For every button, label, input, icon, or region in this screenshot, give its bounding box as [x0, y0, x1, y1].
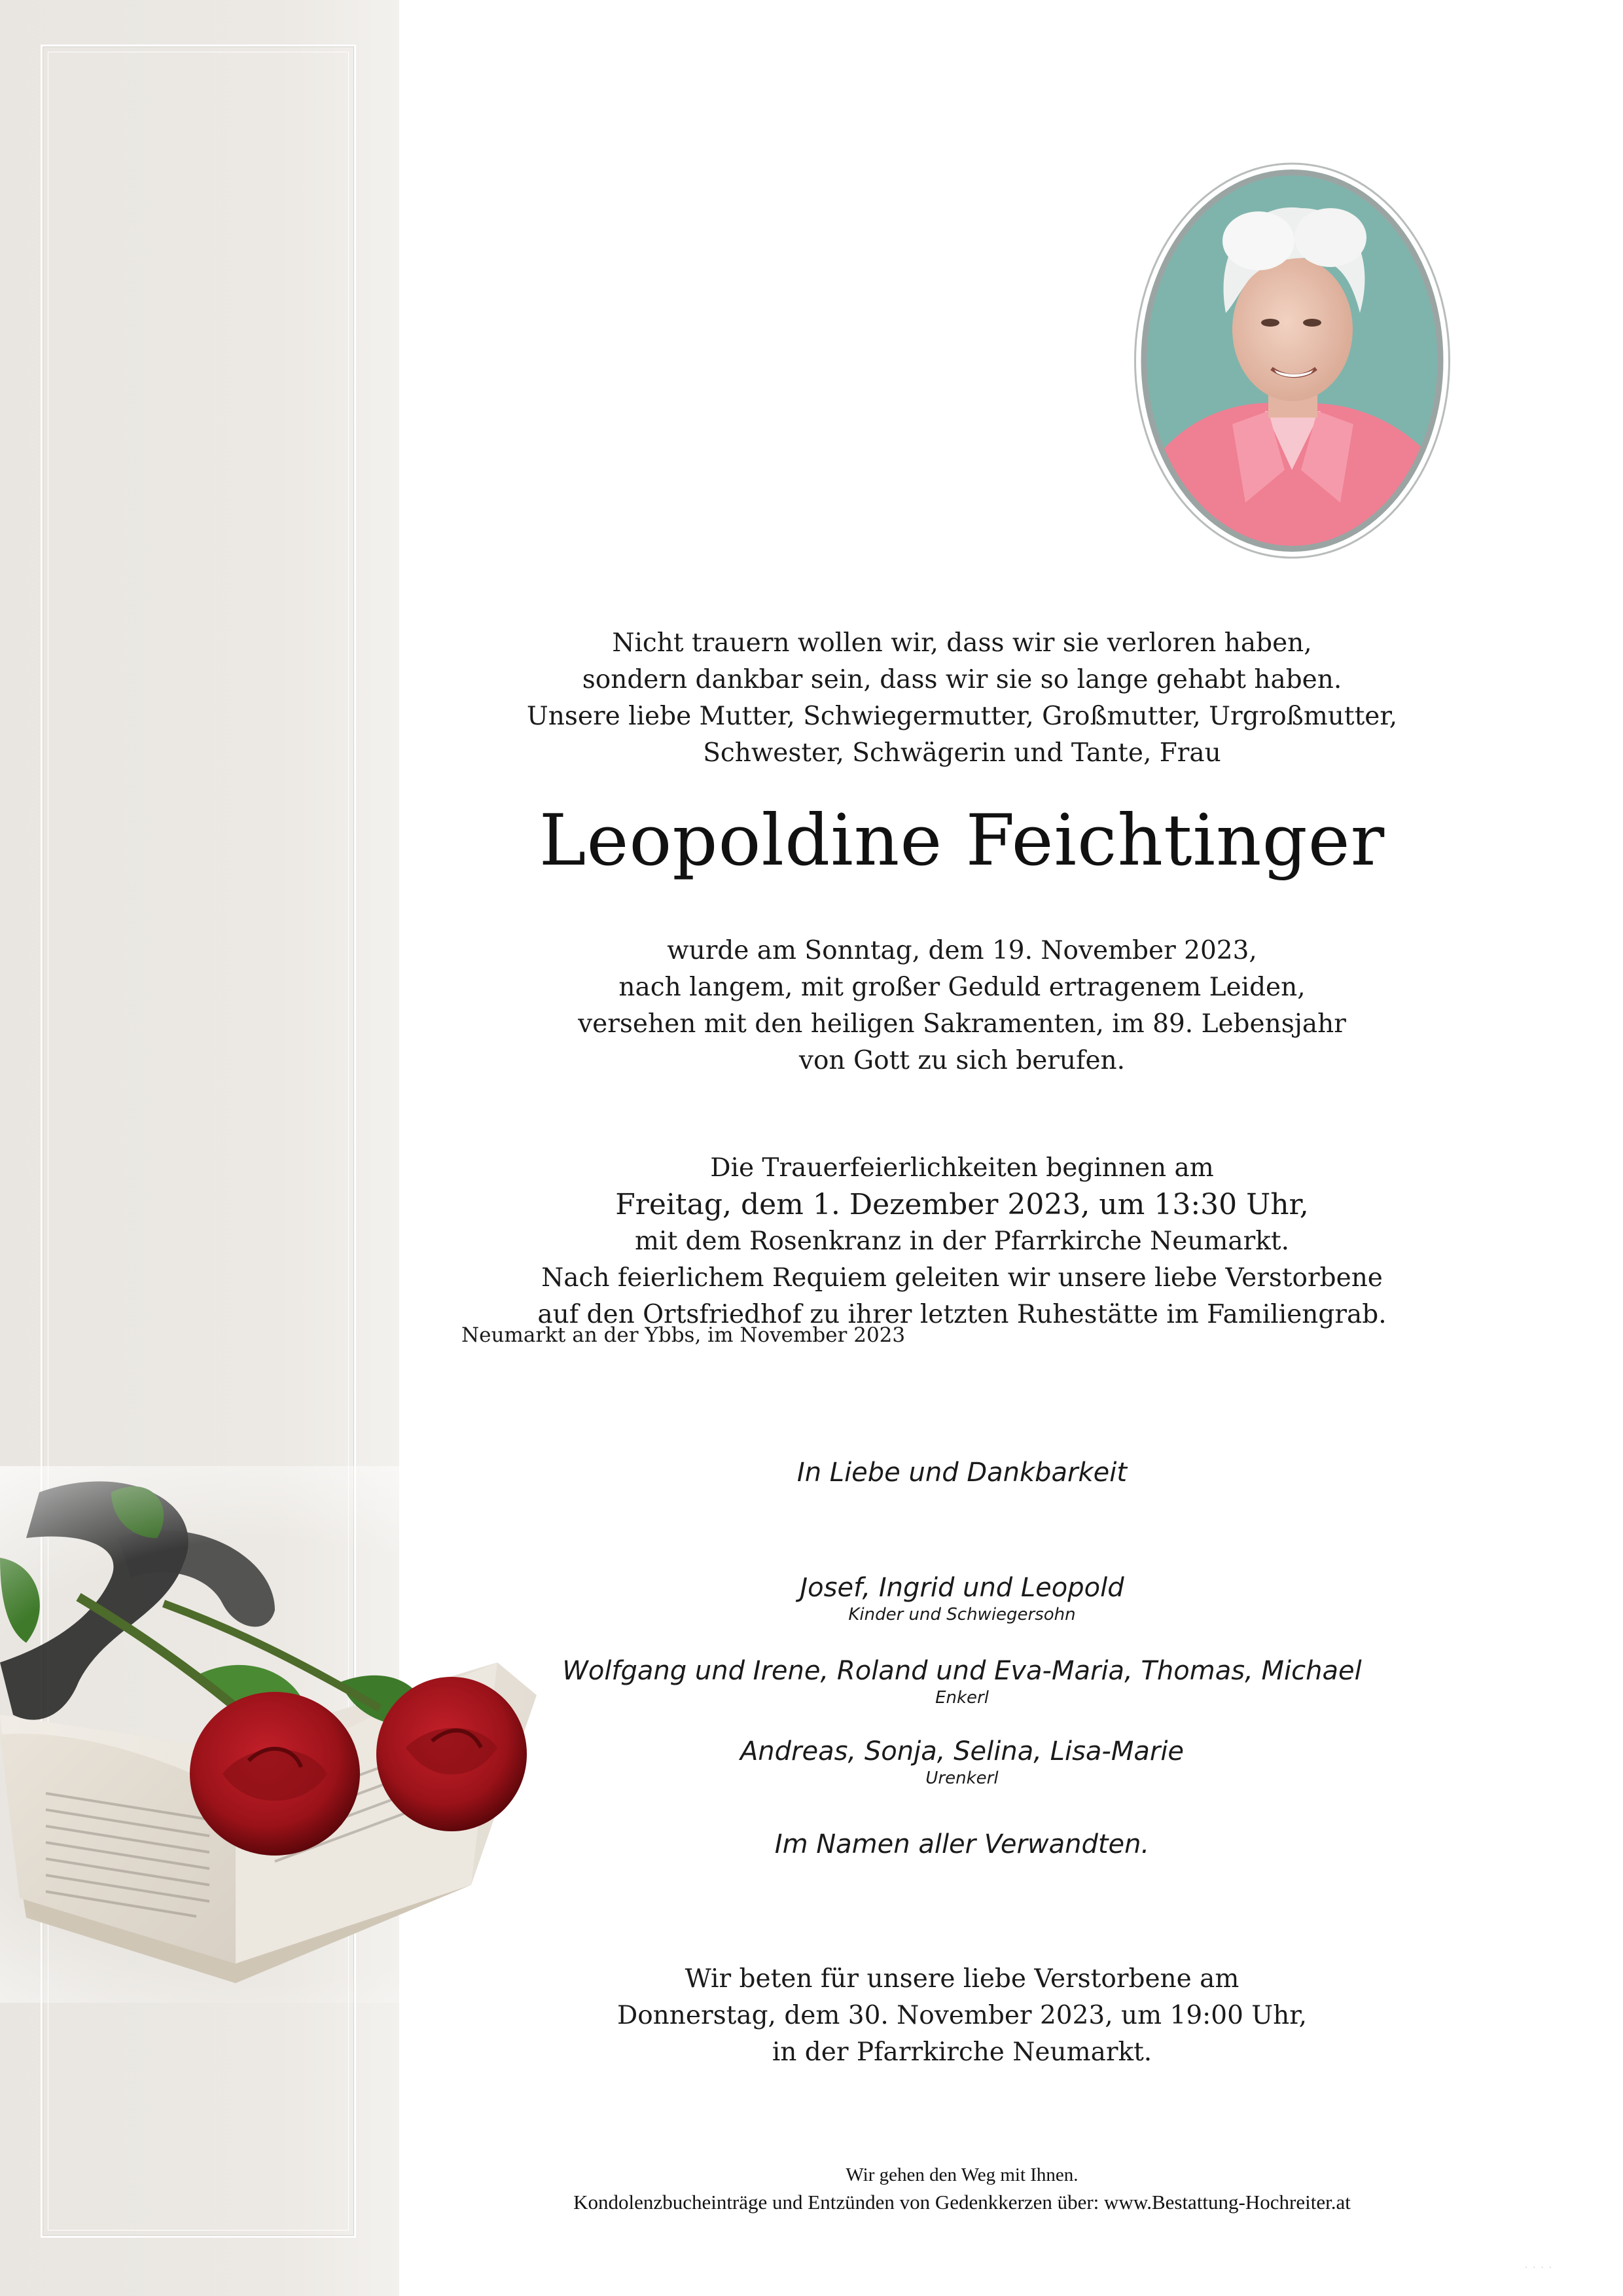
memorial-verse: [458, 625, 1466, 772]
verse-line: Unsere liebe Mutter, Schwiegermutter, Großmutter, Urgroßmutter,: [526, 702, 1398, 731]
mourner-role: Urenkerl: [925, 1768, 999, 1788]
signoff: Im Namen aller Verwandten.: [774, 1829, 1150, 1859]
death-notice: [458, 933, 1466, 1079]
prayer-line: Wir beten für unsere liebe Verstorbene am: [685, 1964, 1240, 1994]
place-date: Neumarkt an der Ybbs, im November 2023: [461, 1323, 906, 1347]
funeral-line: Nach feierlichem Requiem geleiten wir unsere liebe Verstorbene: [541, 1263, 1383, 1293]
prayer-notice: [458, 1961, 1466, 2071]
verse-line: sondern dankbar sein, dass wir sie so lange gehabt haben.: [582, 665, 1342, 694]
funeral-line: auf den Ortsfriedhof zu ihrer letzten Ruhestätte im Familiengrab.: [537, 1300, 1387, 1329]
prayer-line: Donnerstag, dem 30. November 2023, um 19:00 Uhr,: [616, 2001, 1308, 2030]
verse-line: Schwester, Schwägerin und Tante, Frau: [703, 738, 1221, 768]
deceased-name: Leopoldine Feichtinger: [539, 800, 1385, 882]
footer-website: Kondolenzbucheinträge und Entzünden von Gedenkkerzen über: www.Bestattung-Hochreiter.at: [573, 2191, 1351, 2214]
mourner-role: Enkerl: [935, 1688, 989, 1708]
notice-line: nach langem, mit großer Geduld ertragenem Leiden,: [618, 973, 1306, 1002]
verse-line: Nicht trauern wollen wir, dass wir sie verloren haben,: [612, 628, 1312, 658]
portrait-photo: [1134, 162, 1450, 559]
notice-line: versehen mit den heiligen Sakramenten, im 89. Lebensjahr: [578, 1009, 1346, 1039]
funeral-line: Die Trauerfeierlichkeiten beginnen am: [710, 1153, 1214, 1183]
funeral-details: [458, 1150, 1466, 1333]
mourner-names: Wolfgang und Irene, Roland und Eva-Maria, Thomas, Michael: [562, 1656, 1362, 1686]
mourner-names: Josef, Ingrid und Leopold: [800, 1573, 1124, 1603]
printer-logo: · · · ·: [1525, 2263, 1553, 2273]
prayer-line: in der Pfarrkirche Neumarkt.: [772, 2037, 1152, 2067]
footer-tagline: Wir gehen den Weg mit Ihnen.: [846, 2164, 1079, 2185]
mourner-group: [458, 1654, 1466, 1708]
notice-line: von Gott zu sich berufen.: [798, 1046, 1126, 1075]
mourner-group: [458, 1734, 1466, 1788]
funeral-line: Freitag, dem 1. Dezember 2023, um 13:30 Uhr,: [615, 1188, 1309, 1221]
funeral-line: mit dem Rosenkranz in der Pfarrkirche Neumarkt.: [635, 1227, 1289, 1256]
mourner-names: Andreas, Sonja, Selina, Lisa-Marie: [740, 1736, 1185, 1767]
notice-line: wurde am Sonntag, dem 19. November 2023,: [667, 936, 1257, 965]
closing-phrase: In Liebe und Dankbarkeit: [796, 1458, 1128, 1488]
mourner-role: Kinder und Schwiegersohn: [848, 1605, 1076, 1624]
mourner-group: [458, 1571, 1466, 1624]
